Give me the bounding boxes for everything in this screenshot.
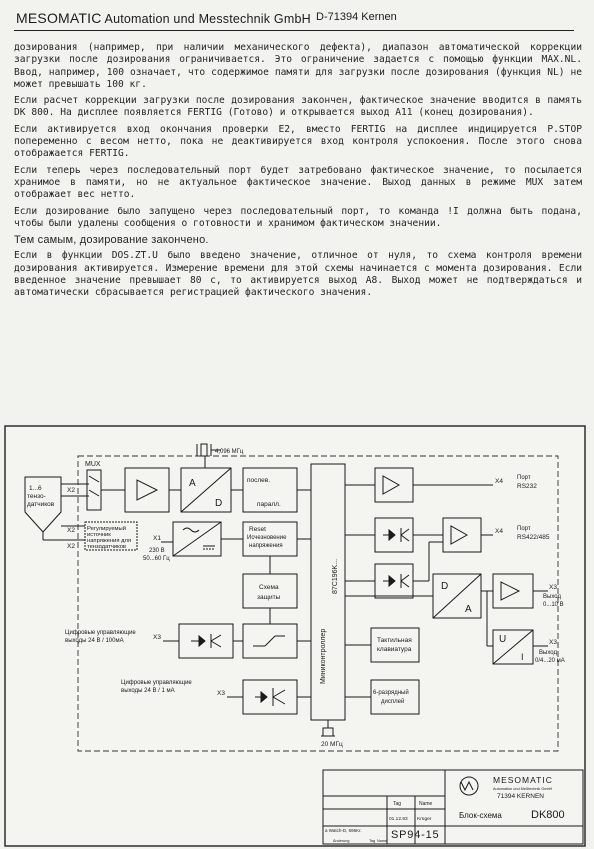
- sensors-label-3: датчиков: [27, 501, 55, 508]
- display-label-2: дисплей: [381, 699, 405, 705]
- mcu-chip-label: 87C196K...: [332, 558, 339, 594]
- tb-footer-day: Tag: [369, 839, 376, 843]
- tb-footer-change: Änderung: [333, 839, 350, 843]
- tb-footer-name: Name: [377, 839, 388, 843]
- keyboard-label-1: Тактильная: [377, 637, 412, 644]
- adc-d-label: D: [215, 498, 223, 509]
- keyboard-label-2: клавиатура: [377, 646, 412, 653]
- tb-date: 01.12.93: [389, 817, 408, 822]
- port1-label-1: Порт: [517, 475, 531, 481]
- dac-a-label: A: [465, 604, 472, 615]
- block-diagram: [3, 424, 587, 848]
- paragraph-2: Если расчет коррекции загрузки после дозирования закончен, фактическое значение вводится в память DK 800. На дисплее появляется FERTIG (Готово) и открывается выход A11 (конец дозирования).: [14, 95, 582, 119]
- freq-top-label: 4,096 МГц: [215, 449, 244, 455]
- x2-label-3: X2: [67, 543, 75, 550]
- dig-out1-label-2: выходы 24 В / 100мА: [65, 638, 124, 644]
- x3-label-3: X3: [549, 584, 557, 591]
- x1-label: X1: [153, 535, 161, 542]
- source-label-4: тензодатчиков: [87, 544, 127, 550]
- port1-label-2: RS232: [517, 483, 537, 490]
- dac-d-label: D: [441, 581, 449, 592]
- paragraph-4: Если теперь через последовательный порт будет затребовано фактическое значение, то посылается хранимое в памяти, но не актуальное фактическое значение. Выход данных в режиме MUX затем отображает вес нетто.: [14, 164, 582, 201]
- paragraph-1: дозирования (например, при наличии механического дефекта), диапазон автоматической коррекции загрузки после дозирования ограничивается. Это ограничение задается с помощью функции MAX.NL. Ввод, например, 100 означает, что содержимое памяти для загрузки после дозирования (функция NL) не может превышать 100 кг.: [14, 42, 582, 90]
- mcu-label: Миниконтроллер: [320, 628, 327, 684]
- tb-city: 71394 KERNEN: [497, 793, 544, 800]
- tb-change-note: a Watch-D, 695Kr.: [325, 828, 362, 833]
- protect-label-1: Схема: [259, 584, 279, 591]
- sensors-label-1: 1...6: [29, 485, 42, 492]
- paragraph-6: Тем самым, дозирование закончено.: [14, 234, 209, 247]
- x3-label-1: X3: [153, 634, 161, 641]
- reset-label-3: напряжения: [249, 543, 283, 549]
- company-name: MESOMATIC Automation und Messtechnik GmbH: [16, 10, 311, 26]
- mux-label: MUX: [85, 461, 101, 468]
- display-label-1: 6-разрядный: [373, 690, 409, 696]
- freq-bottom-label: 20 МГц: [321, 741, 343, 748]
- tb-model: DK800: [531, 809, 565, 821]
- dig-out1-label-1: Цифровые управляющие: [65, 630, 136, 636]
- adc-a-label: A: [189, 478, 196, 489]
- supply-label-2: 50...60 Гц: [143, 556, 170, 562]
- tb-company: Automation und Meßtechnik GmbH: [493, 787, 553, 791]
- protect-label-2: защиты: [257, 594, 281, 601]
- x3-label-4: X3: [549, 639, 557, 646]
- x4-label-1: X4: [495, 478, 503, 485]
- dig-out2-label-1: Цифровые управляющие: [121, 680, 192, 686]
- dig-out2-label-2: выходы 24 В / 1 мА: [121, 688, 175, 694]
- port2-label-2: RS422/485: [517, 534, 550, 541]
- reset-label-1: Reset: [249, 526, 266, 533]
- source-label-2: источник: [87, 532, 111, 538]
- company-address: D-71394 Kernen: [316, 11, 397, 23]
- x4-label-2: X4: [495, 528, 503, 535]
- port2-label-1: Порт: [517, 526, 531, 532]
- x2-label-1: X2: [67, 487, 75, 494]
- tb-title: Блок-схема: [459, 811, 502, 820]
- x3-label-2: X3: [217, 690, 225, 697]
- tb-brand: MESOMATIC: [493, 775, 553, 785]
- tb-doc-no: SP94-15: [391, 829, 440, 841]
- supply-label-1: 230 В: [149, 548, 165, 554]
- paragraph-5: Если дозирование было запущено через последовательный порт, то команда !I должна быть подана, чтобы были удалены сообщения о готовности и хранимом фактическом значении.: [14, 205, 582, 229]
- paragraph-7: Если в функции DOS.ZT.U было введено значение, отличное от нуля, то схема контроля времени дозирования активируется. Измерение времени для этой схемы начинается с момента дозирования. Если введенное значение превышает 80 с, то активируется выход A8. Выход может не подтверждаться и автоматически сбрасывается регистрацией фактического значения.: [14, 250, 582, 299]
- ui-u-label: U: [499, 634, 507, 645]
- ser-par-label-1: послев.: [247, 477, 271, 484]
- source-label-3: напряжения для: [87, 538, 132, 544]
- page-header: [14, 8, 574, 31]
- tb-col-name: Name: [419, 801, 433, 807]
- out-v-label-2: 0...10 В: [543, 602, 564, 608]
- out-i-label-2: 0/4...20 мА: [535, 658, 565, 664]
- body-text: [14, 42, 582, 304]
- paragraph-3: Если активируется вход окончания проверки E2, вместо FERTIG на дисплее индицируется P.STOP попеременно с весом нетто, пока не деактивируется вход контроля успокоения. После этого снова отображается FERTIG.: [14, 123, 582, 160]
- block-diagram-svg: [3, 424, 587, 848]
- ui-i-label: I: [521, 652, 524, 662]
- out-i-label-1: Выход: [539, 650, 557, 656]
- source-label-1: Регулируемый: [87, 526, 126, 532]
- x2-label-2: X2: [67, 527, 75, 534]
- tb-col-tag: Tag: [393, 801, 402, 807]
- out-v-label-1: Выход: [543, 594, 561, 600]
- tb-drawn-by: Krüger: [417, 817, 432, 822]
- sensors-label-2: тензо-: [27, 493, 46, 500]
- ser-par-label-2: паралл.: [257, 501, 281, 508]
- reset-label-2: Исчезновение: [247, 535, 287, 541]
